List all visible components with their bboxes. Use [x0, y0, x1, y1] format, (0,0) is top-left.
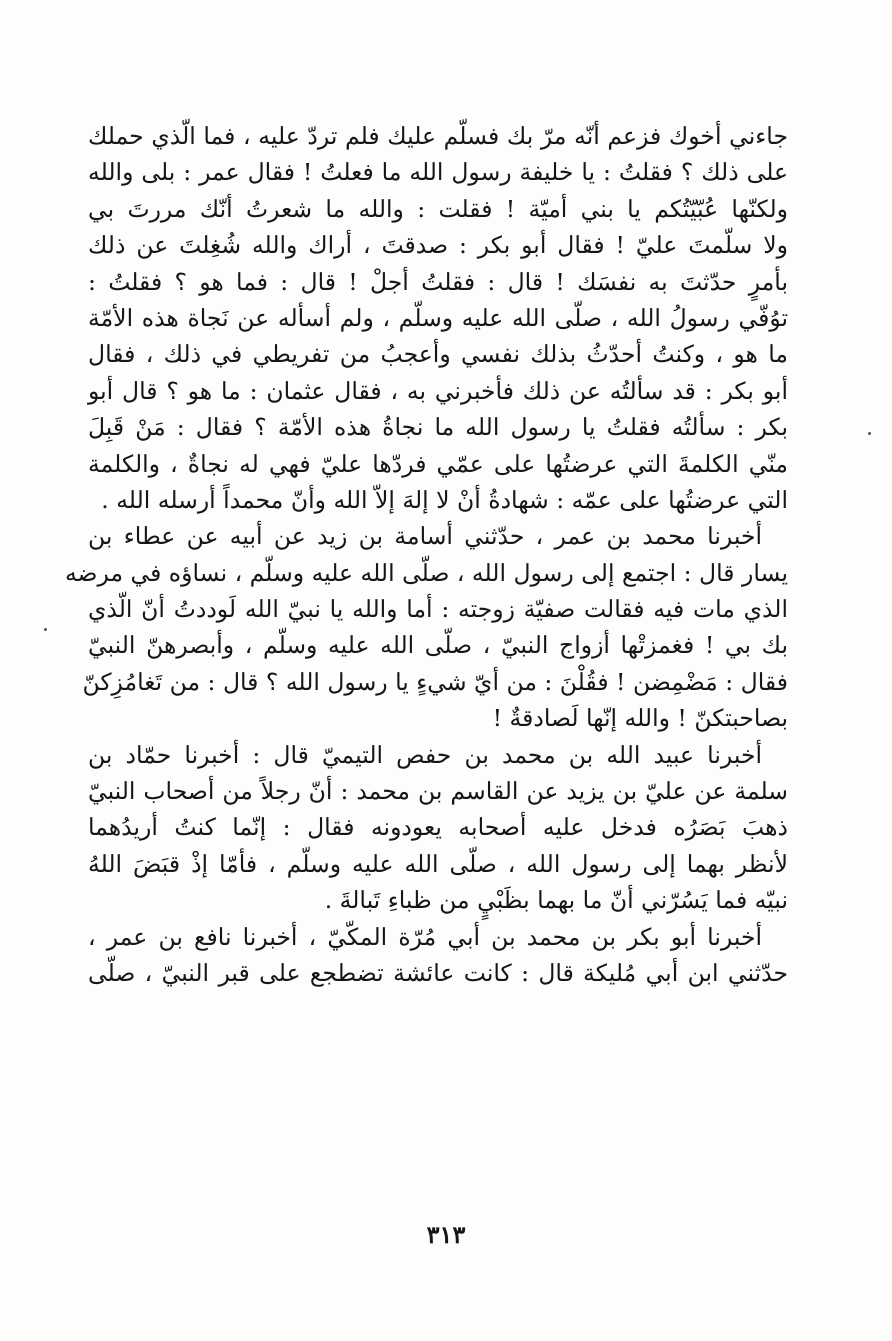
text-line: ولكنّها عُبّيّتُكم يا بني أميّة ! فقلت : والله ما شعرتُ أنّك مررتَ بي [88, 194, 788, 223]
text-line: بكر : سألتُه فقلتُ يا رسول الله ما نجاةُ هذه الأمّة ؟ فقال : مَنْ قَبِلَ [88, 413, 788, 442]
text-line: ولا سلّمتَ عليّ ! فقال أبو بكر : صدقتَ ، أراك والله شُغِلتَ عن ذلك [88, 231, 788, 260]
text-line: على ذلك ؟ فقلتُ : يا خليفة رسول الله ما فعلتُ ! فقال عمر : بلى والله [88, 158, 788, 187]
text-line: نبيّه فما يَسُرّني أنّ ما بهما بظَبْيٍ من ظباءِ تَبالةَ . [324, 886, 788, 915]
text-line: ما هو ، وكنتُ أحدّثُ بذلك نفسي وأعجبُ من تفريطي في ذلك ، فقال [88, 340, 788, 369]
text-line: أبو بكر : قد سألتُه عن ذلك فأخبرني به ، فقال عثمان : ما هو ؟ قال أبو [88, 376, 788, 405]
text-line: منّي الكلمةَ التي عرضتُها على عمّي فردّها عليّ فهي له نجاةٌ ، والكلمة [88, 449, 788, 478]
text-line: بأمرٍ حدّثتَ به نفسَك ! قال : فقلتُ أجلْ ! قال : فما هو ؟ فقلتُ : [88, 267, 788, 296]
text-line: أخبرنا محمد بن عمر ، حدّثني أسامة بن زيد عن أبيه عن عطاء بن [88, 522, 762, 551]
text-line: أخبرنا أبو بكر بن محمد بن أبي مُرّة المكّيّ ، أخبرنا نافع بن عمر ، [88, 922, 762, 951]
ink-speck [44, 628, 47, 631]
text-line: الذي مات فيه فقالت صفيّة زوجته : أما والله يا نبيّ الله لَوددتُ أنّ الّذي [88, 595, 788, 624]
text-line: فقال : مَضْمِضن ! فقُلْنَ : من أيّ شيءٍ يا رسول الله ؟ قال : من تَغامُزِكنّ [82, 667, 788, 696]
text-line: جاءني أخوك فزعم أنّه مرّ بك فسلّم عليك فلم تردّ عليه ، فما الّذي حملك [88, 122, 788, 150]
page-number: ٣١٣ [426, 1220, 466, 1249]
text-line: سلمة عن عليّ بن يزيد عن القاسم بن محمد : أنّ رجلاً من أصحاب النبيّ [88, 777, 788, 806]
text-line: أخبرنا عبيد الله بن محمد بن حفص التيميّ قال : أخبرنا حمّاد بن [88, 740, 762, 769]
text-line: يسار قال : اجتمع إلى رسول الله ، صلّى الله عليه وسلّم ، نساؤه في مرضه [64, 558, 788, 587]
text-line: حدّثني ابن أبي مُليكة قال : كانت عائشة تضطجع على قبر النبيّ ، صلّى [88, 958, 788, 987]
page-body-text [64, 118, 788, 991]
text-line: ذهبَ بَصَرُه فدخل عليه أصحابه يعودونه فقال : إنّما كنتُ أريدُهما [88, 813, 788, 842]
text-line: بك بي ! فغمزتْها أزواج النبيّ ، صلّى الله عليه وسلّم ، وأبصرهنّ النبيّ [88, 631, 788, 660]
text-line: بصاحبتكنّ ! والله إنّها لَصادقةٌ ! [492, 704, 788, 733]
text-line: توُفّي رسولُ الله ، صلّى الله عليه وسلّم ، ولم أسأله عن نَجاة هذه الأمّة [88, 303, 788, 332]
text-line: لأنظر بهما إلى رسول الله ، صلّى الله عليه وسلّم ، فأمّا إذْ قبَضَ اللهُ [88, 849, 788, 878]
text-line: التي عرضتُها على عمّه : شهادةُ أنْ لا إلهَ إلاّ الله وأنّ محمداً أرسله الله . [101, 485, 788, 514]
ink-speck [868, 432, 871, 435]
